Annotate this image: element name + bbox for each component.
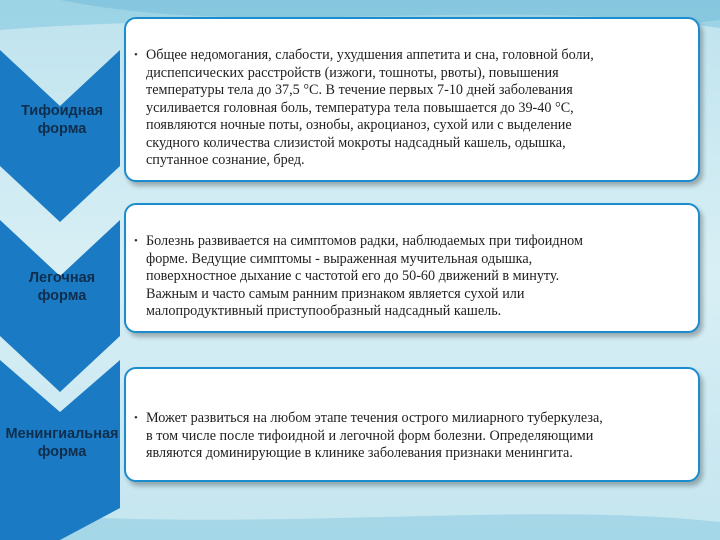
text-line: спутанное сознание, бред. (146, 152, 305, 168)
text-line: скудного количества слизистой мокроты надсадный кашель, одышка, (146, 134, 566, 151)
text-line: малопродуктивный приступообразный надсадный кашель. (146, 303, 502, 319)
chevron-label-legochnaya (8, 269, 116, 305)
panel-text (146, 410, 684, 463)
text-line: являются доминирующие в клинике заболевания признаки менингита. (146, 445, 573, 461)
bullet-marker: • (134, 49, 138, 61)
chevron-legochnaya (0, 220, 120, 392)
chevron-label-line: форма (37, 444, 87, 460)
text-line: форме. Ведущие симптомы - выраженная мучительная одышка, (146, 250, 533, 267)
chevron-label-line: Менингиальная (5, 426, 119, 442)
panel-text (146, 233, 684, 321)
chevron-label-line: Легочная (28, 270, 96, 286)
text-line: Может развиться на любом этапе течения острого милиарного туберкулеза, (146, 410, 603, 426)
text-line: температуры тела до 37,5 °С. В течение первых 7-10 дней заболевания (146, 82, 573, 98)
panel-meningial (124, 367, 700, 482)
chevron-label-line: Тифоидная (21, 103, 103, 119)
text-line: Болезнь развивается на симптомов радки, наблюдаемых при тифоидном (146, 233, 583, 249)
bullet-marker: • (134, 412, 138, 424)
panel-text (146, 47, 684, 170)
chevron-label-meningial (0, 425, 130, 461)
text-line: Важным и часто самым ранним признаком является сухой или (146, 285, 525, 302)
panel-legochnaya (124, 203, 700, 333)
text-line: в том числе после тифоидной и легочной форм болезни. Определяющими (146, 427, 594, 444)
chevron-label-line: форма (37, 121, 87, 137)
chevron-label-line: форма (37, 288, 87, 304)
text-line: усиливается головная боль, температура тела повышается до 39-40 °С, (146, 99, 574, 116)
text-line: диспепсических расстройств (изжоги, тошноты, рвоты), повышения (146, 64, 559, 81)
text-line: Общее недомогания, слабости, ухудшения аппетита и сна, головной боли, (146, 47, 594, 63)
panel-tifoid (124, 17, 700, 182)
bullet-marker: • (134, 235, 138, 247)
text-line: появляются ночные поты, ознобы, акроцианоз, сухой или с выделение (146, 117, 572, 133)
text-line: поверхностное дыхание с частотой его до 50-60 движений в минуту. (146, 268, 560, 284)
chevron-label-tifoid (8, 102, 116, 138)
